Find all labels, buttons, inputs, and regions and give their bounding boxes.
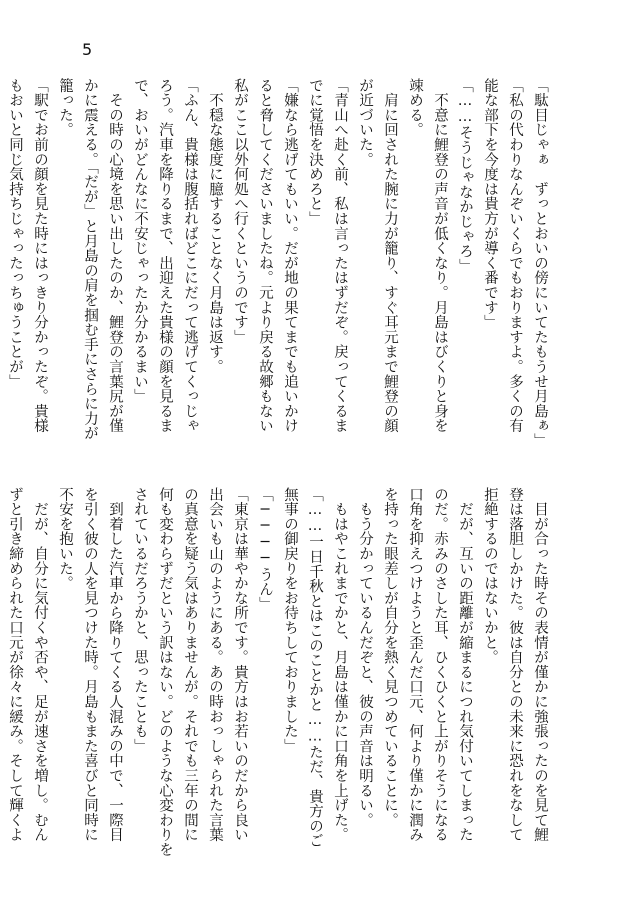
upper-text-block: 「駄目じゃぁ ずっとおいの傍にいてたもうせ月島ぁ」 「私の代わりなんぞいくらでもおりますよ。多くの有 能な部下を今度は貴方が導く番です」 「……そうじゃなかじゃろ」 不意に鯉登の声音が低くなり。月島はびくりと身を 竦める。 肩に回された腕に力が籠り、すぐ耳元まで鯉登の顔 が近づいた。 「青山へ赴く前、私は言ったはずだぞ。戻ってくるま でに覚悟を決めろと」 「嫌なら逃げてもいい。だが地の果てまでも追いかけ ると脅してくださいましたね。元より戻る故郷もない 私がここ以外何処へ行くというのです」 不穏な態度に臆することなく月島は返す。 「ふん、貴様は腹括ればどこにだって逃げてくっじゃ ろう。汽車を降りるまで、出迎えた貴様の顔を見るま で、おいがどんなに不安じゃったか分かるまい」 その時の心境を思い出したのか、鯉登の言葉尻が僅 かに震える。「だが」と月島の肩を掴む手にさらに力が 籠った。 「駅でお前の顔を見た時にはっきり分かったぞ。貴様 もおいと同じ気持ちじゃったっちゅうことが」 (7, 78, 548, 448)
lower-text-block: 目が合った時その表情が僅かに強張ったのを見て鯉 登は落胆しかけた。彼は自分との未来に恐れをなして 拒絶するのではないかと。 だが、互いの距離が縮まるにつれ気付いてしまった のだ。赤みのさした耳、ひくひくと上がりそうになる 口角を抑えつけようと歪んだ口元、何より僅かに潤み を持った眼差しが自分を熱く見つめていることに。 もう分かっているんだぞと、彼の声音は明るい。 もはやこれまでかと、月島は僅かに口角を上げた。 「……一日千秋とはこのことかと……ただ、貴方のご 無事の御戻りをお待ちしておりました」 「────うん」 「東京は華やかな所です。貴方はお若いのだから良い 出会いも山のようにある。あの時おっしゃられた言葉 の真意を疑う気はありませんが。それでも三年の間に 何も変わらずだという訳はない。どのような心変わりを されているだろうかと、思ったことも」 到着した汽車から降りてくる人混みの中で、一際目 を引く彼の人を見つけた時。月島もまた喜びと同時に 不安を抱いた。 だが、自分に気付くや否や、足が速さを増し。むん ずと引き締められた口元が徐々に緩み。そして輝くよ (7, 487, 548, 857)
page-number: 5 (82, 40, 93, 59)
